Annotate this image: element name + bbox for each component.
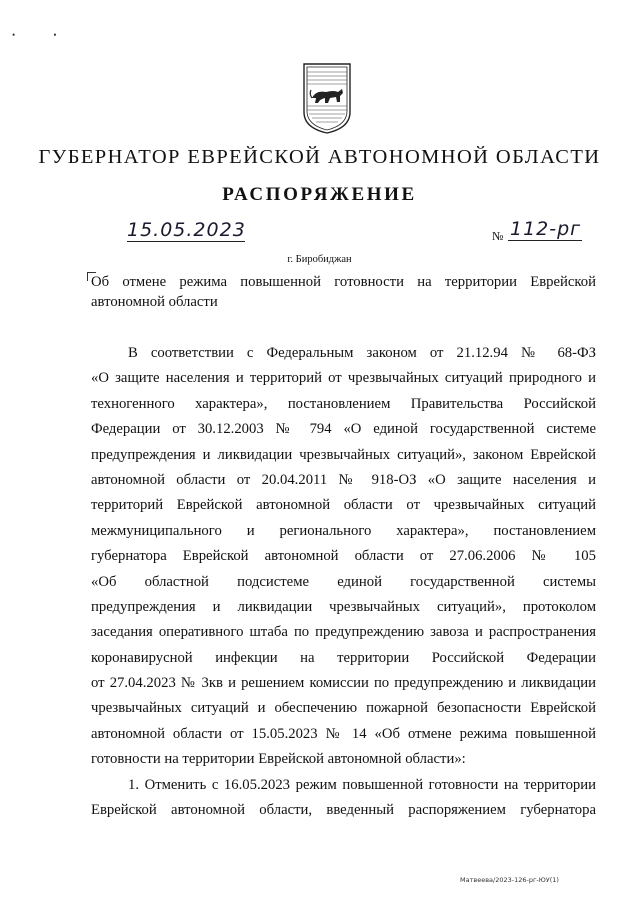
body-line: заседания оперативного штаба по предупреждению завоза и распространения xyxy=(91,624,596,641)
body-line: автономной области от 15.05.2023 № 14 «Об отмене режима повышенной xyxy=(91,725,596,742)
body-line: готовности на территории Еврейской автономной области»: xyxy=(91,751,466,768)
number-sign: № xyxy=(492,229,504,243)
body-line: межмуниципального и регионального характера», постановлением xyxy=(91,522,596,539)
organization-title: ГУБЕРНАТОР ЕВРЕЙСКОЙ АВТОНОМНОЙ ОБЛАСТИ xyxy=(38,146,601,168)
body-line: предупреждения и ликвидации чрезвычайных ситуаций», протоколом xyxy=(91,598,596,615)
body-line: предупреждения и ликвидации чрезвычайных ситуаций», законом Еврейской xyxy=(91,446,596,463)
body-line: губернатора Еврейской автономной области от 27.06.2006 № 105 xyxy=(91,548,596,565)
scan-marks: • • xyxy=(12,30,75,40)
body-line: территорий Еврейской автономной области от чрезвычайных ситуаций xyxy=(91,497,596,514)
document-type-title: РАСПОРЯЖЕНИЕ xyxy=(222,184,417,205)
footer-code: Матвеева/2023-126-рг-ЮУ(1) xyxy=(460,876,559,884)
body-line: Федерации от 30.12.2003 № 794 «О единой государственной системе xyxy=(91,421,596,438)
body-line: автономной области от 20.04.2011 № 918-ОЗ «О защите населения и xyxy=(91,471,596,488)
body-line: «О защите населения и территорий от чрезвычайных ситуаций природного и xyxy=(91,370,596,387)
body-line: чрезвычайных ситуаций и обеспечению пожарной безопасности Еврейской xyxy=(91,700,596,717)
body-line: «Об областной подсистеме единой государственной системы xyxy=(91,573,596,590)
coat-of-arms-emblem xyxy=(300,62,354,134)
body-line: 1. Отменить с 16.05.2023 режим повышенной готовности на территории xyxy=(128,776,596,793)
document-subject: Об отмене режима повышенной готовности на территории Еврейской автономной области xyxy=(91,274,596,310)
document-body xyxy=(91,341,596,823)
body-line: техногенного характера», постановлением Правительства Российской xyxy=(91,395,596,412)
city-label: г. Биробиджан xyxy=(287,254,352,265)
body-line: от 27.04.2023 № 3кв и решением комиссии по предупреждению и ликвидации xyxy=(91,675,596,692)
body-line: коронавирусной инфекции на территории Российской Федерации xyxy=(91,649,596,666)
handwritten-date: 15.05.2023 xyxy=(127,219,246,241)
handwritten-number: 112-рг xyxy=(510,218,582,240)
body-line: Еврейской автономной области, введенный распоряжением губернатора xyxy=(91,802,596,819)
body-line: В соответствии с Федеральным законом от 21.12.94 № 68-ФЗ xyxy=(128,345,596,361)
